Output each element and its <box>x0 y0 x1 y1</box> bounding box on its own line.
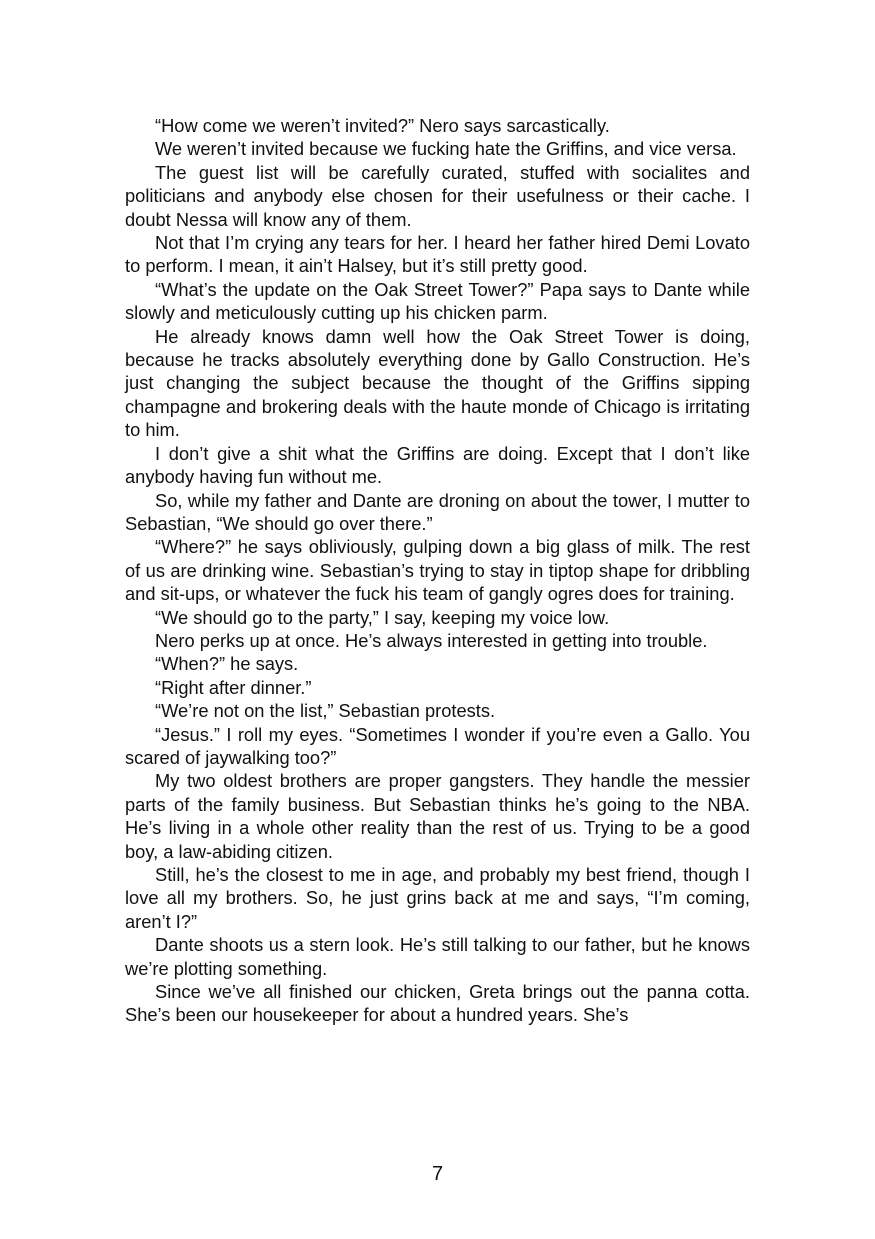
paragraph: So, while my father and Dante are droning on about the tower, I mutter to Sebastian, “We should go over there.” <box>125 489 750 534</box>
page-body <box>125 114 750 1027</box>
paragraph: “What’s the update on the Oak Street Tower?” Papa says to Dante while slowly and meticulously cutting up his chicken parm. <box>125 278 750 324</box>
paragraph: Still, he’s the closest to me in age, and probably my best friend, though I love all my brothers. So, he just grins back at me and says, “I’m coming, aren’t I?” <box>125 864 750 932</box>
paragraph: “We’re not on the list,” Sebastian protests. <box>155 700 496 722</box>
paragraph: Dante shoots us a stern look. He’s still talking to our father, but he knows we’re plotting something. <box>125 934 750 979</box>
paragraph: I don’t give a shit what the Griffins are doing. Except that I don’t like anybody having fun without me. <box>125 442 750 488</box>
page-number: 7 <box>431 1163 444 1185</box>
paragraph: “Right after dinner.” <box>155 676 312 698</box>
paragraph: “How come we weren’t invited?” Nero says sarcastically. <box>155 115 610 136</box>
paragraph: Since we’ve all finished our chicken, Greta brings out the panna cotta. She’s been our housekeeper for about a hundred years. She’s <box>125 981 750 1026</box>
paragraph: He already knows damn well how the Oak Street Tower is doing, because he tracks absolutely everything done by Gallo Construction. He’s just changing the subject because the thought of the Griffins sipping champagne and brokering deals with the haute monde of Chicago is irritating to him. <box>125 325 750 441</box>
paragraph: We weren’t invited because we fucking hate the Griffins, and vice versa. <box>155 138 737 160</box>
paragraph: “We should go to the party,” I say, keeping my voice low. <box>155 606 610 628</box>
paragraph: My two oldest brothers are proper gangsters. They handle the messier parts of the family business. But Sebastian thinks he’s going to the NBA. He’s living in a whole other reality than the rest of us. Trying to be a good boy, a law-abiding citizen. <box>125 770 750 862</box>
paragraph: “Where?” he says obliviously, gulping down a big glass of milk. The rest of us are drinking wine. Sebastian’s trying to stay in tiptop shape for dribbling and sit-ups, or whatever the fuck his team of gangly ogres does for training. <box>125 536 750 605</box>
paragraph: “Jesus.” I roll my eyes. “Sometimes I wonder if you’re even a Gallo. You scared of jaywalking too?” <box>125 723 750 768</box>
paragraph: The guest list will be carefully curated, stuffed with socialites and politicians and anybody else chosen for their usefulness or their cache. I doubt Nessa will know any of them. <box>125 161 750 230</box>
paragraph: Not that I’m crying any tears for her. I heard her father hired Demi Lovato to perform. I mean, it ain’t Halsey, but it’s still pretty good. <box>125 232 750 277</box>
paragraph: “When?” he says. <box>155 653 299 675</box>
paragraph: Nero perks up at once. He’s always interested in getting into trouble. <box>155 629 708 651</box>
